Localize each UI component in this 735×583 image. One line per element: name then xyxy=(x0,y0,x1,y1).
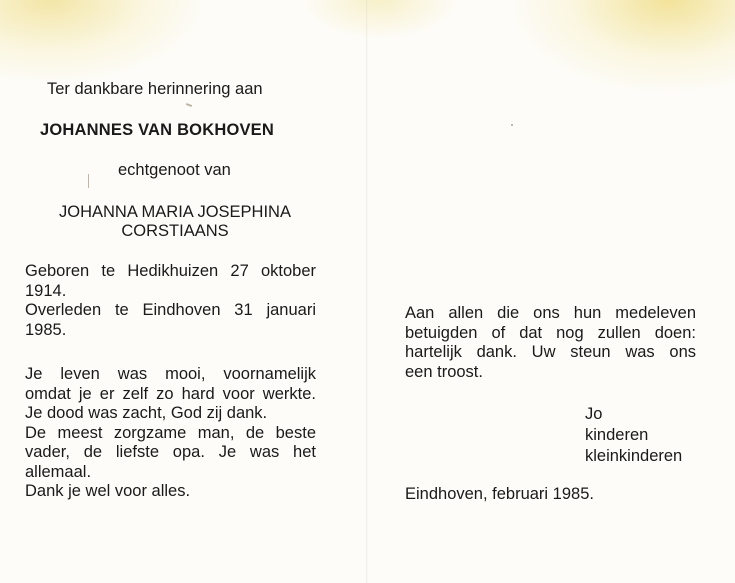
signatory-jo: Jo xyxy=(585,405,603,423)
thanks-paragraph xyxy=(405,304,696,382)
verse-line: vader, de liefste opa. Je was het xyxy=(25,443,316,461)
verse-line: Je leven was mooi, voornamelijk xyxy=(25,365,316,383)
verse-line: omdat je er zelf zo hard voor werkte. xyxy=(25,384,316,403)
verse-line: Je dood was zacht, God zij dank. xyxy=(25,404,268,422)
place-date: Eindhoven, februari 1985. xyxy=(405,485,594,503)
speck xyxy=(511,124,513,126)
thanks-line: een troost. xyxy=(405,362,483,381)
signatory-grandchildren: kleinkinderen xyxy=(585,447,683,465)
spouse-intro: echtgenoot van xyxy=(118,161,231,179)
signatory-children: kinderen xyxy=(585,426,649,444)
speck xyxy=(88,174,89,188)
death-line-2: 1985. xyxy=(25,320,67,339)
death-line-1: Overleden te Eindhoven 31 januari xyxy=(25,301,316,319)
verse-line: Dank je wel voor alles. xyxy=(25,482,191,500)
verse-paragraph xyxy=(25,365,316,502)
stain-top-middle xyxy=(300,0,460,40)
thanks-line: Aan allen die ons hun medeleven xyxy=(405,304,696,322)
stain-top-left xyxy=(0,0,200,80)
birth-death-paragraph xyxy=(25,262,316,340)
birth-line-2: 1914. xyxy=(25,281,67,300)
thanks-line: hartelijk dank. Uw steun was ons xyxy=(405,343,696,361)
thanks-line: betuigden of dat nog zullen doen: xyxy=(405,323,696,342)
spouse-name-line-2: CORSTIAANS xyxy=(121,222,229,240)
birth-line-1: Geboren te Hedikhuizen 27 oktober xyxy=(25,262,316,280)
verse-line: De meest zorgzame man, de beste xyxy=(25,423,316,442)
deceased-name: JOHANNES VAN BOKHOVEN xyxy=(40,121,275,139)
speck xyxy=(186,103,192,107)
spouse-name-line-1: JOHANNA MARIA JOSEPHINA xyxy=(59,203,291,221)
stain-top-right xyxy=(515,0,735,90)
verse-line: allemaal. xyxy=(25,462,92,481)
intro-line: Ter dankbare herinnering aan xyxy=(47,80,263,98)
fold-line xyxy=(366,0,368,583)
